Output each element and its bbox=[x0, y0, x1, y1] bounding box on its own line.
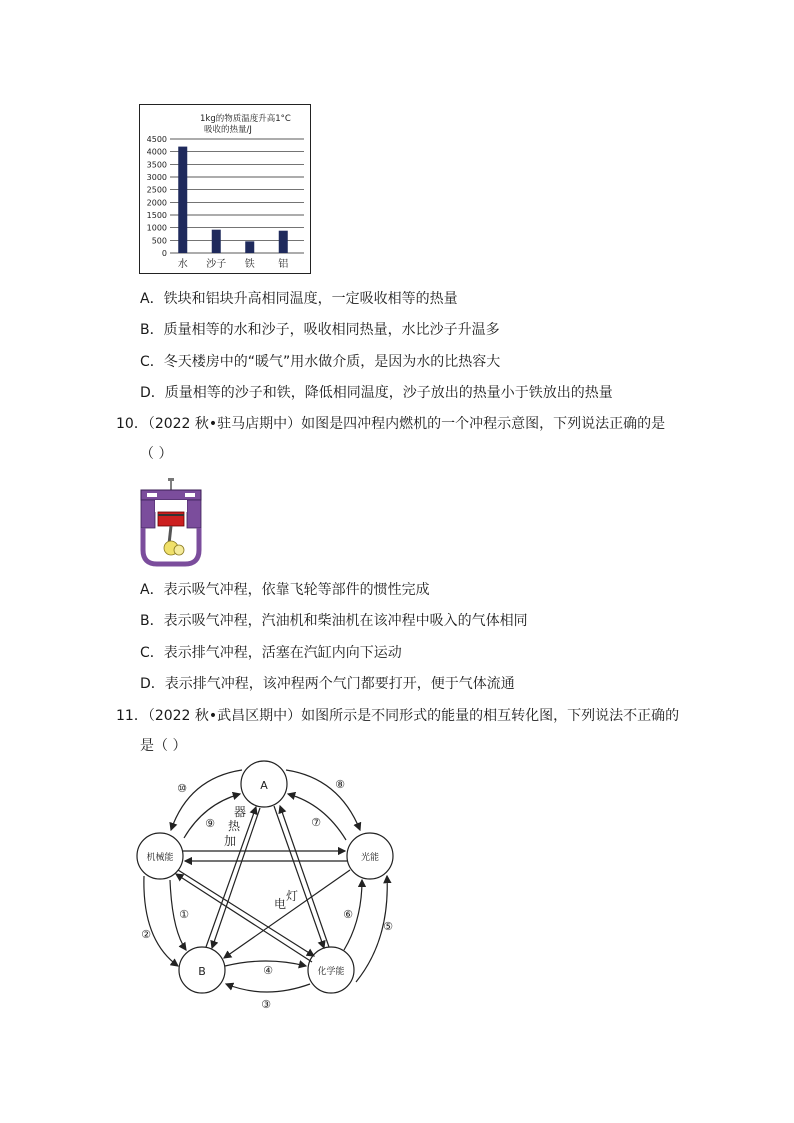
chart-x-tick-label: 沙子 bbox=[206, 259, 227, 270]
q10-option-b: B．表示吸气冲程，汽油机和柴油机在该冲程中吸入的气体相同 bbox=[140, 613, 528, 629]
heater-char-3: 加 bbox=[223, 834, 237, 848]
q10-option-d: D．表示排气冲程，该冲程两个气门都要打开，便于气体流通 bbox=[140, 676, 515, 692]
chart-y-tick-label: 0 bbox=[161, 249, 167, 258]
chart-y-tick-label: 3000 bbox=[146, 173, 167, 182]
node-mech-label: 机械能 bbox=[146, 853, 174, 863]
engine-stroke-diagram bbox=[133, 478, 209, 568]
q10-option-a: A．表示吸气冲程，依靠飞轮等部件的惯性完成 bbox=[140, 582, 430, 598]
chart-ylabel: 吸收的热量/J bbox=[204, 125, 252, 135]
chart-y-tick-label: 1000 bbox=[146, 223, 167, 233]
node-a-label: A bbox=[260, 779, 268, 792]
label-5: ⑤ bbox=[383, 920, 393, 933]
label-7: ⑦ bbox=[311, 816, 321, 829]
chart-y-tick-label: 3500 bbox=[146, 160, 167, 170]
q11-stem-cont: 是（ ） bbox=[140, 738, 187, 754]
chart-x-tick-label: 水 bbox=[177, 259, 188, 270]
chart-y-tick-label: 4500 bbox=[146, 135, 167, 144]
chart-y-ticks bbox=[147, 135, 167, 258]
q9-option-d: D．质量相等的沙子和铁，降低相同温度，沙子放出的热量小于铁放出的热量 bbox=[140, 385, 613, 401]
chart-bar bbox=[178, 147, 187, 253]
q9-option-b: B．质量相等的水和沙子，吸收相同热量，水比沙子升温多 bbox=[140, 322, 500, 338]
node-light-label: 光能 bbox=[360, 853, 380, 863]
chart-y-tick-label: 2000 bbox=[146, 198, 167, 208]
lamp-char-2: 电 bbox=[273, 897, 287, 911]
q11-stem: 11．（2022 秋•武昌区期中）如图所示是不同形式的能量的相互转化图，下列说法不正确的 bbox=[116, 708, 680, 724]
chart-y-tick-label: 2500 bbox=[146, 185, 167, 195]
heater-char-2: 热 bbox=[227, 819, 241, 833]
q9-option-a: A．铁块和铝块升高相同温度，一定吸收相等的热量 bbox=[140, 291, 458, 307]
chart-bars bbox=[178, 147, 288, 253]
label-2: ② bbox=[141, 928, 151, 941]
chart-title: 1kg的物质温度升高1°C bbox=[200, 114, 291, 124]
chart-x-ticks bbox=[178, 257, 289, 270]
chart-y-tick-label: 500 bbox=[151, 236, 167, 246]
energy-diagram-svg bbox=[134, 760, 414, 1020]
chart-y-tick-label: 4000 bbox=[146, 147, 167, 157]
node-chem-label: 化学能 bbox=[317, 967, 345, 977]
heater-char-1: 器 bbox=[233, 805, 247, 819]
label-4: ④ bbox=[263, 964, 273, 977]
label-6: ⑥ bbox=[343, 908, 353, 921]
node-b-label: B bbox=[198, 965, 206, 978]
label-1: ① bbox=[179, 908, 189, 921]
label-10: ⑩ bbox=[177, 782, 187, 795]
lamp-char-1: 灯 bbox=[285, 889, 299, 903]
chart-bar bbox=[212, 230, 221, 253]
q10-answer-paren: （ ） bbox=[140, 446, 173, 462]
chart-bar bbox=[245, 241, 254, 253]
chart-bar bbox=[279, 231, 288, 253]
chart-x-tick-label: 铁 bbox=[244, 259, 255, 270]
q10-option-c: C．表示排气冲程，活塞在汽缸内向下运动 bbox=[140, 645, 402, 661]
label-3: ③ bbox=[261, 998, 271, 1011]
specific-heat-bar-chart bbox=[139, 104, 311, 274]
q10-stem: 10．（2022 秋•驻马店期中）如图是四冲程内燃机的一个冲程示意图，下列说法正确的是 bbox=[116, 416, 666, 432]
energy-conversion-diagram bbox=[134, 760, 414, 1020]
label-9: ⑨ bbox=[205, 817, 215, 830]
label-8: ⑧ bbox=[335, 778, 345, 791]
chart-y-tick-label: 1500 bbox=[146, 211, 167, 220]
chart-svg bbox=[140, 105, 310, 273]
chart-x-tick-label: 铝 bbox=[278, 259, 289, 270]
q9-option-c: C．冬天楼房中的“暖气”用水做介质，是因为水的比热容大 bbox=[140, 354, 501, 370]
